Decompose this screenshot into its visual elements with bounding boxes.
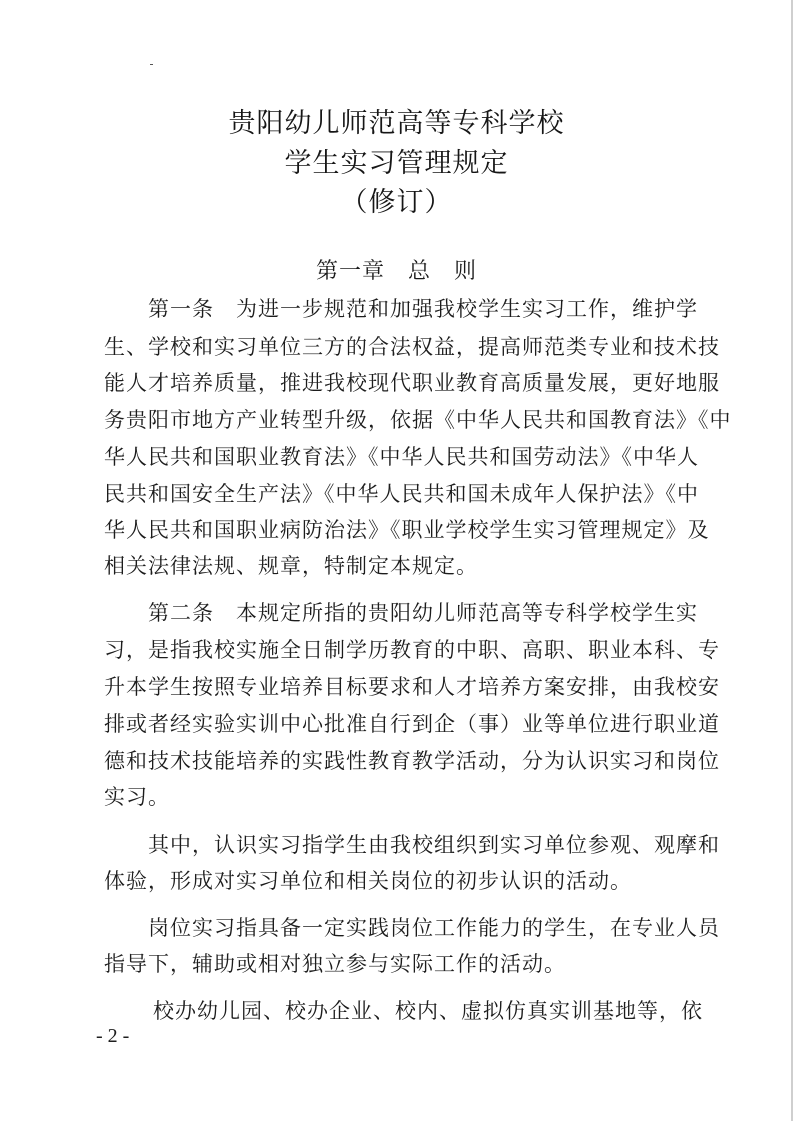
- body-line: 华人民共和国职业教育法》《中华人民共和国劳动法》《中华人: [104, 445, 699, 469]
- title-line-3: （修订）: [340, 187, 453, 218]
- title-line-1: 贵阳幼儿师范高等专科学校: [228, 108, 565, 139]
- page-number: - 2 -: [96, 1025, 130, 1047]
- body-line: 指导下，辅助或相对独立参与实际工作的活动。: [104, 952, 566, 976]
- body-line: 习，是指我校实施全日制学历教育的中职、高职、职业本科、专: [104, 638, 720, 662]
- body-line: 能人才培养质量，推进我校现代职业教育高质量发展，更好地服: [104, 371, 720, 395]
- body-line: 其中，认识实习指学生由我校组织到实习单位参观、观摩和: [148, 833, 720, 857]
- body-line: 相关法律法规、规章，特制定本规定。: [104, 554, 478, 578]
- body-line: 体验，形成对实习单位和相关岗位的初步认识的活动。: [104, 869, 632, 893]
- chapter-heading: 第一章 总 则: [315, 259, 477, 284]
- body-line: 岗位实习指具备一定实践岗位工作能力的学生，在专业人员: [148, 916, 720, 940]
- body-line: 第一条 为进一步规范和加强我校学生实习工作，维护学: [148, 297, 698, 321]
- body-line: 生、学校和实习单位三方的合法权益，提高师范类专业和技术技: [104, 335, 720, 359]
- body-line: 华人民共和国职业病防治法》《职业学校学生实习管理规定》及: [104, 518, 710, 542]
- body-line: 升本学生按照专业培养目标要求和人才培养方案安排，由我校安: [104, 675, 720, 699]
- body-line: 校办幼儿园、校办企业、校内、虚拟仿真实训基地等，依: [153, 999, 703, 1023]
- title-line-2: 学生实习管理规定: [284, 148, 509, 179]
- body-line: 务贵阳市地方产业转型升级，依据《中华人民共和国教育法》《中: [104, 408, 732, 432]
- body-line: 实习。: [104, 785, 170, 809]
- scan-speck: [150, 64, 153, 65]
- body-line: 第二条 本规定所指的贵阳幼儿师范高等专科学校学生实: [148, 601, 698, 625]
- body-line: 德和技术技能培养的实践性教育教学活动，分为认识实习和岗位: [104, 749, 720, 773]
- body-line: 民共和国安全生产法》《中华人民共和国未成年人保护法》《中: [104, 482, 699, 506]
- body-line: 排或者经实验实训中心批准自行到企（事）业等单位进行职业道: [104, 712, 720, 736]
